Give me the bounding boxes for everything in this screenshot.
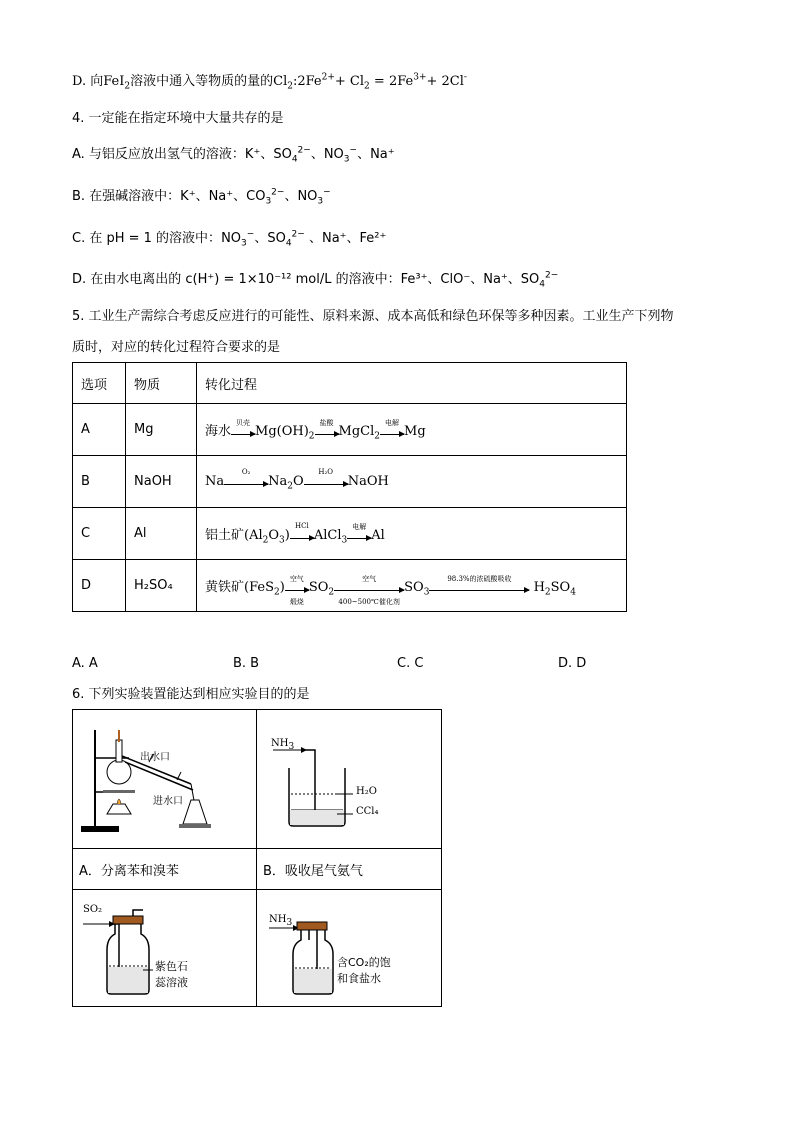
header-substance: 物质 (126, 363, 197, 404)
table-row (73, 508, 627, 560)
row-option: B (73, 456, 126, 508)
q3-option-d: D. 向FeI$_2$溶液中通入等物质的量的$Cl_2:2Fe^{2+}+ Cl_2 = 2Fe^{3+}+ 2Cl^-$ (72, 72, 467, 92)
beaker-absorption-icon (257, 710, 441, 844)
row-substance: NaOH (126, 456, 197, 508)
q5-stem-line1: 5. 工业生产需综合考虑反应进行的可能性、原料来源、成本高低和绿色环保等多种因素。工业生产下列物 (72, 309, 674, 324)
table-row (73, 404, 627, 456)
apparatus-c (73, 890, 257, 1007)
distillation-apparatus-icon (73, 710, 220, 844)
header-option: 选项 (73, 363, 126, 404)
apparatus-d (257, 890, 442, 1007)
answer-b[interactable]: B. B (233, 656, 260, 671)
row-substance: Al (126, 508, 197, 560)
row-substance: H₂SO₄ (126, 560, 197, 612)
table-row (73, 456, 627, 508)
row-option: D (73, 560, 126, 612)
litmus-label-1: 紫色石 (155, 960, 188, 973)
process-d: 黄铁矿(FeS$_2$) 空气 煅烧 $SO_2$ 空气 400~500℃催化剂 $SO_3$ 98.3%的浓硫酸吸收 $H_2SO_4$ (197, 560, 627, 612)
process-a: 海水 贝壳 $Mg(OH)_2$ 盐酸 MgCl$_2$ 电解 Mg (197, 404, 627, 456)
option-a-label: A．分离苯和溴苯 (73, 849, 257, 890)
so2-label: SO₂ (83, 904, 103, 915)
q5-stem-line2: 质时，对应的转化过程符合要求的是 (72, 340, 281, 355)
co2-label-1: 含CO₂的饱 (337, 956, 391, 969)
answer-c[interactable]: C. C (397, 656, 424, 671)
answer-d[interactable]: D. D (558, 656, 587, 671)
apparatus-b (257, 710, 442, 849)
row-substance: Mg (126, 404, 197, 456)
nh3-label-d: $NH_3$ (269, 914, 293, 928)
in-water-label: 进水口 (153, 796, 183, 807)
table-row (73, 560, 627, 612)
row-option: C (73, 508, 126, 560)
row-option: A (73, 404, 126, 456)
q5-table (72, 362, 627, 612)
q4-option-a: A. 与铝反应放出氢气的溶液：K⁺、$SO_4^{2-}$、$NO_3^-$、Na⁺ (72, 145, 395, 165)
litmus-label-2: 蕊溶液 (155, 976, 188, 989)
q6-table (72, 709, 442, 1007)
q6-stem: 6. 下列实验装置能达到相应实验目的的是 (72, 687, 310, 702)
out-water-label: 出水口 (140, 752, 170, 763)
nh3-label: $NH_3$ (271, 738, 295, 752)
q4-option-b: B. 在强碱溶液中：K⁺、Na⁺、$CO_3^{2-}$、$NO_3^-$ (72, 187, 331, 207)
process-b: Na O₂ $Na_2O$ H₂O NaOH (197, 456, 627, 508)
apparatus-a (73, 710, 257, 849)
table-header-row (73, 363, 627, 404)
q4-option-c: C. 在 pH = 1 的溶液中：$NO_3^-$、$SO_4^{2-}$ 、Na⁺、Fe²⁺ (72, 229, 387, 249)
co2-label-2: 和食盐水 (337, 972, 381, 985)
header-process: 转化过程 (197, 363, 627, 404)
ccl4-label: CCl₄ (356, 806, 379, 817)
q4-stem: 4. 一定能在指定环境中大量共存的是 (72, 111, 284, 126)
option-b-label: B．吸收尾气氨气 (257, 849, 442, 890)
h2o-label: H₂O (356, 786, 377, 797)
process-c: 铝土矿$(Al_2O_3)$ HCl AlCl$_3$ 电解 Al (197, 508, 627, 560)
answer-a[interactable]: A. A (72, 656, 98, 671)
q4-option-d: D. 在由水电离出的 c(H⁺) = 1×10⁻¹² mol/L 的溶液中：Fe³⁺、ClO⁻、Na⁺、$SO_4^{2-}$ (72, 270, 559, 290)
